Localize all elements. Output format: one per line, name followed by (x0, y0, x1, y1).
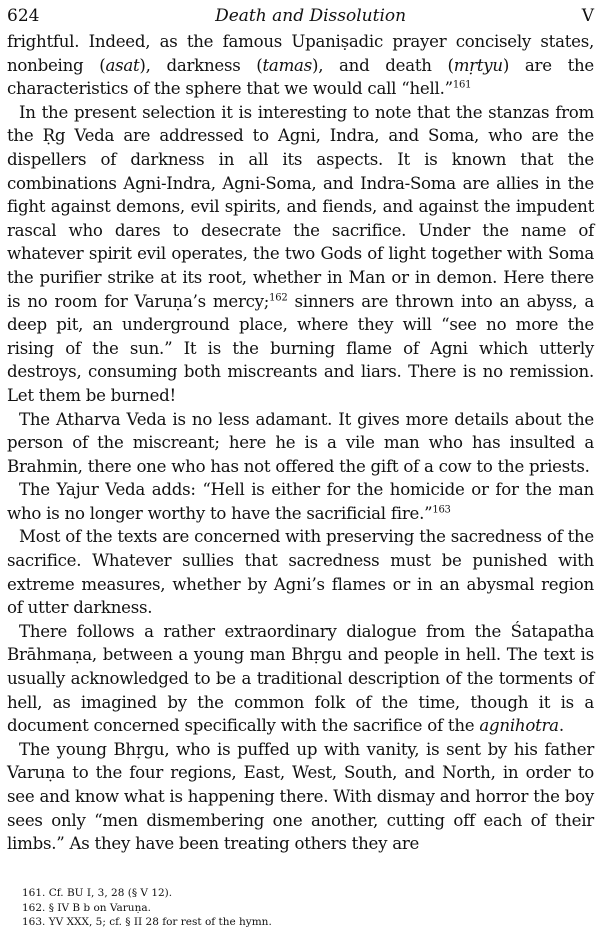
italic-term: mṛtyu (453, 55, 503, 75)
paragraph (7, 478, 594, 525)
running-head (7, 6, 594, 30)
page-number: 624 (7, 6, 40, 26)
italic-term: asat (105, 55, 140, 75)
text-run: The Atharva Veda is no less adamant. It gives more details about the person of the miscreant; here he is a vile man who has insulted a Brahmin, there one who has not offered the gift of a cow to the priests. (7, 409, 594, 476)
text-run: ) are the characteristics of the sphere that we would call “hell.” (7, 55, 594, 99)
text-run: Most of the texts are concerned with preserving the sacredness of the sacrifice. Whatever sullies that sacredness must be punished with extreme measures, whether by Agni’s flames or in an abysmal region of utter darkness. (7, 527, 594, 618)
italic-term: agnihotra (479, 716, 559, 736)
text-run: There follows a rather extraordinary dialogue from the Śatapatha Brāhmaṇa, between a young man Bhṛgu and people in hell. The text is usually acknowledged to be a traditional description of the torments of hell, as imagined by the common folk of the time, though it is a document concerned specifically with the sacrifice of the (7, 621, 594, 736)
paragraph (7, 101, 594, 408)
footnote-161: 161. Cf. BU I, 3, 28 (§ V 12). (22, 887, 173, 899)
footnote-ref: 161 (452, 79, 472, 91)
text-run: The Yajur Veda adds: “Hell is either for the homicide or for the man who is no longer worthy to have the sacrificial fire.” (7, 480, 594, 523)
paragraph (7, 408, 594, 479)
text-run: In the present selection it is interesting to note that the stanzas from the Ṛg Veda are addressed to Agni, Indra, and Soma, who are the dispellers of darkness in all its aspects. It is known that the combinations Agni-Indra, Agni-Soma, and Indra-Soma are allies in the fight against demons, evil spirits, and fiends, and against the impudent rascal who dares to desecrate the sacrifice. Under the name of whatever spirit evil operates, the two Gods of light together with Soma the purifier strike at its root, whether in Man or in demon. Here there is no room for Varuṇa’s mercy; (7, 102, 594, 311)
text-run: . (558, 716, 564, 736)
text-run: The young Bhṛgu, who is puffed up with vanity, is sent by his father Varuṇa to the four regions, East, West, South, and North, in order to see and know what is happening there. With dismay and horror the boy sees only “men dismembering one another, cutting off each of their limbs.” As they have been treating others they are (7, 739, 594, 854)
footnote-163: 163. YV XXX, 5; cf. § II 28 for rest of the hymn. (22, 916, 272, 928)
paragraph (7, 738, 594, 856)
part-number: V (581, 6, 594, 26)
paragraph (7, 525, 594, 619)
text-run: sinners are thrown into an abyss, a deep pit, an underground place, where they will “see no more the rising of the sun.” It is the burning flame of Agni which utterly destroys, consuming both miscreants and liars. There is no remission. Let them be burned! (7, 291, 594, 405)
paragraph (7, 620, 594, 738)
italic-term: tamas (262, 55, 312, 75)
text-run: ), darkness ( (139, 55, 263, 75)
footnote-162: 162. § IV B b on Varuṇa. (22, 901, 151, 914)
text-run: ), and death ( (311, 55, 454, 75)
footnote-ref: 162 (269, 292, 288, 303)
paragraph (7, 30, 594, 101)
text-run: frightful. Indeed, as the famous Upaniṣadic prayer concisely states, nonbeing ( (7, 32, 594, 75)
footnote-ref: 163 (432, 504, 451, 516)
chapter-title: Death and Dissolution (215, 6, 407, 26)
footnotes (22, 886, 272, 930)
body-text (7, 30, 594, 856)
